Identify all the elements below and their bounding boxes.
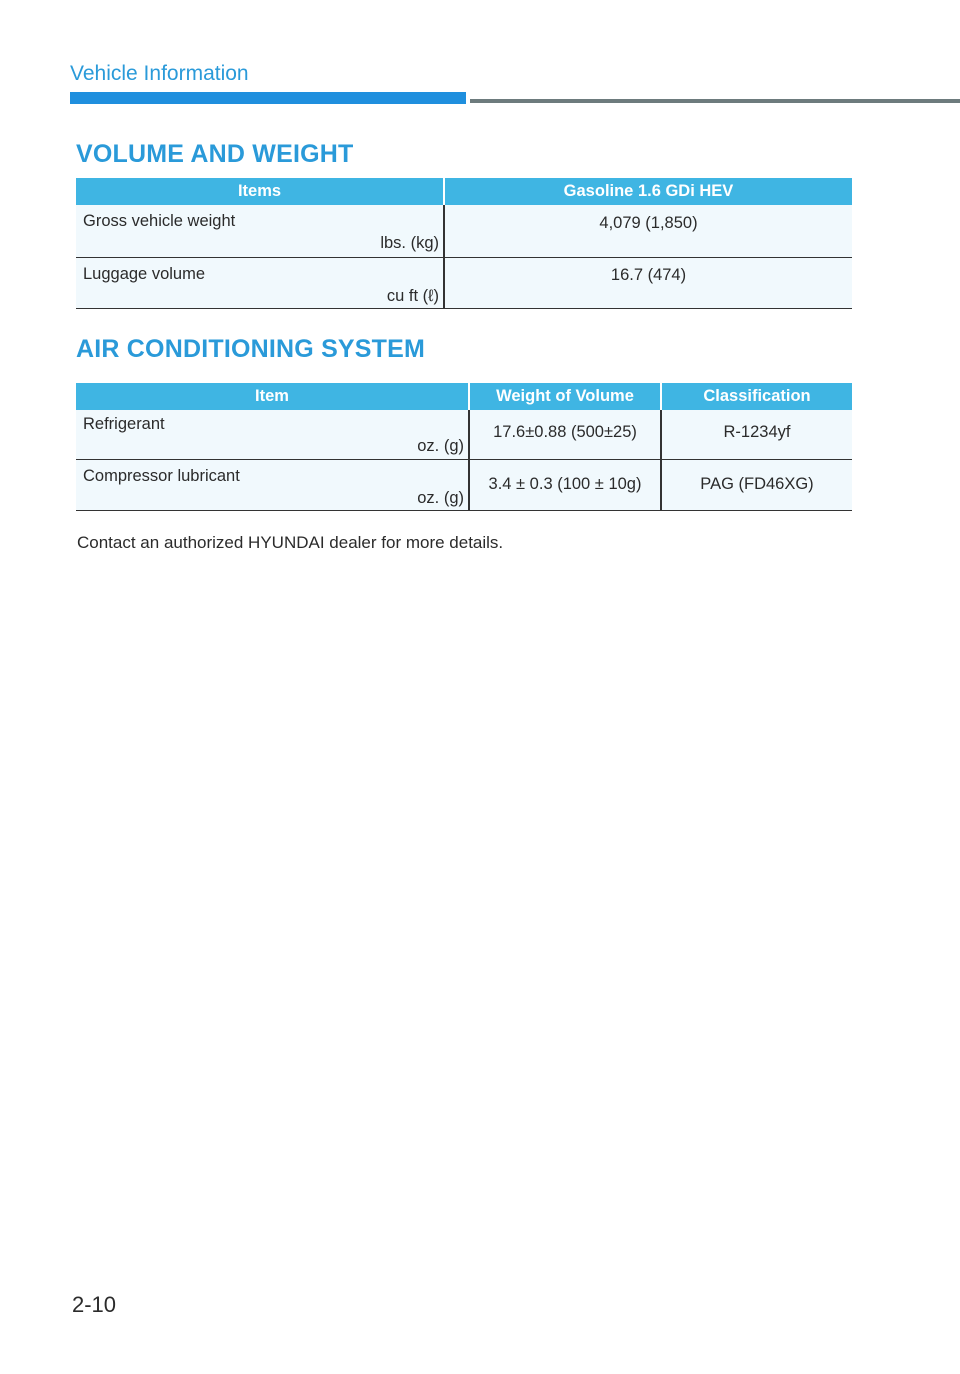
column-header-item: Item	[76, 383, 469, 410]
row-unit: cu ft (ℓ)	[386, 286, 439, 305]
table-row	[76, 257, 852, 308]
air-conditioning-table	[76, 383, 852, 511]
header-bar-accent	[70, 92, 466, 104]
row-unit: oz. (g)	[417, 488, 464, 507]
row-label: Compressor lubricant	[83, 466, 240, 485]
row-weight: 3.4 ± 0.3 (100 ± 10g)	[469, 459, 661, 510]
page-number: 2-10	[72, 1292, 117, 1317]
volume-weight-table	[76, 178, 852, 309]
header-bar-rule	[470, 99, 960, 103]
row-value: 16.7 (474)	[444, 257, 852, 308]
row-unit: oz. (g)	[417, 437, 464, 455]
row-label-cell	[76, 459, 469, 510]
column-header-model: Gasoline 1.6 GDi HEV	[444, 178, 852, 205]
table-row	[76, 205, 852, 257]
row-label-cell	[76, 205, 444, 257]
row-label: Gross vehicle weight	[83, 212, 236, 230]
column-header-items: Items	[76, 178, 444, 205]
table-header-row	[76, 383, 852, 410]
column-header-weight: Weight of Volume	[469, 383, 661, 410]
table-row	[76, 459, 852, 510]
dealer-note: Contact an authorized HYUNDAI dealer for more details.	[77, 533, 504, 552]
row-classification: R-1234yf	[661, 410, 852, 459]
row-classification: PAG (FD46XG)	[661, 459, 852, 510]
volume-weight-title: VOLUME AND WEIGHT	[76, 140, 354, 168]
table-header-row	[76, 178, 852, 205]
row-label: Luggage volume	[83, 264, 206, 283]
row-label: Refrigerant	[83, 415, 165, 433]
table-row	[76, 410, 852, 459]
section-header: Vehicle Information	[70, 62, 249, 85]
row-value: 4,079 (1,850)	[444, 205, 852, 257]
row-weight: 17.6±0.88 (500±25)	[469, 410, 661, 459]
row-label-cell	[76, 410, 469, 459]
row-label-cell	[76, 257, 444, 308]
air-conditioning-title: AIR CONDITIONING SYSTEM	[76, 335, 426, 363]
row-unit: lbs. (kg)	[380, 234, 439, 252]
column-header-classification: Classification	[661, 383, 852, 410]
